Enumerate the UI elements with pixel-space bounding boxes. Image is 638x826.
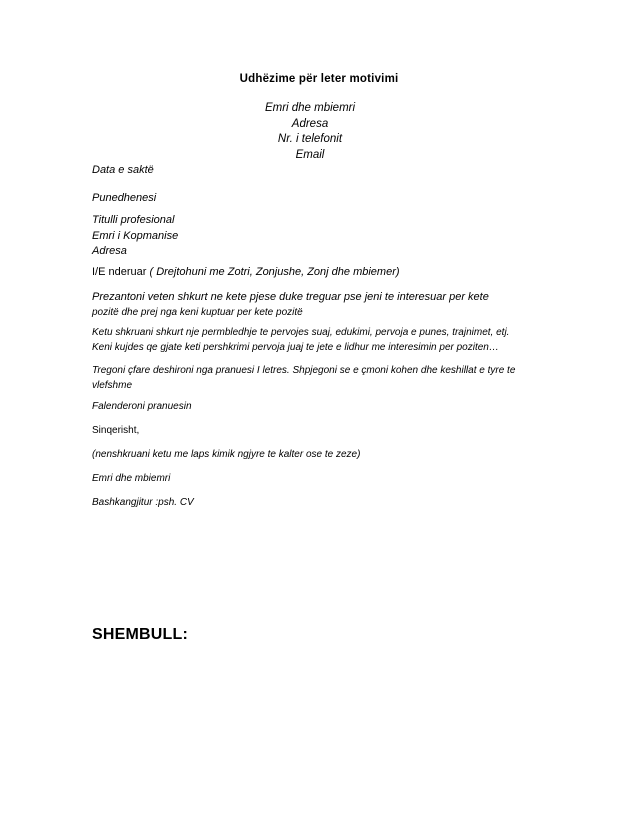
sender-name: Emri dhe mbiemri [264, 102, 356, 114]
intro-line-1: Prezantoni veten shkurt ne kete pjese duke treguar pse jeni te interesuar per kete [92, 291, 489, 303]
recipient-title: Titulli profesional [92, 214, 175, 226]
salutation-note: ( Drejtohuni me Zotri, Zonjushe, Zonj dhe mbiemer) [149, 266, 400, 278]
example-heading: SHEMBULL: [92, 626, 189, 643]
salutation-line [92, 265, 572, 281]
sender-address: Adresa [291, 117, 329, 130]
recipient-address: Adresa [92, 245, 127, 257]
thanks-line: Falenderoni pranuesin [92, 401, 192, 412]
intro-paragraph [92, 290, 572, 320]
recipient-company: Emri i Kopmanise [92, 229, 179, 242]
signature-note: (nenshkruani ketu me laps kimik ngjyre te kalter ose te zeze) [92, 449, 361, 460]
attachment-line: Bashkangjitur :psh. CV [92, 497, 194, 508]
intro-line-2: pozitë dhe prej nga keni kuptuar per kete pozitë [92, 306, 303, 318]
employer-line: Punedhenesi [92, 192, 157, 204]
summary-line-1: Ketu shkruani shkurt nje permbledhje te pervojes suaj, edukimi, pervoja e punes, trajnimet, etj. [92, 327, 510, 338]
recipient-block [92, 213, 572, 260]
summary-paragraph [92, 326, 572, 355]
signer-name: Emri dhe mbiemri [92, 473, 171, 484]
sender-phone: Nr. i telefonit [277, 133, 343, 145]
sender-block [210, 101, 410, 163]
sender-email: Email [295, 148, 325, 161]
goal-line-1: Tregoni çfare deshironi nga pranuesi I letres. Shpjegoni se e çmoni kohen dhe keshillat e tyre te [92, 365, 516, 376]
closing-line: Sinqerisht, [92, 425, 140, 436]
goal-line-2: vlefshme [92, 379, 133, 391]
date-line: Data e saktë [92, 164, 154, 176]
summary-line-2: Keni kujdes qe gjate keti pershkrimi pervoja juaj te jete e lidhur me interesimin per poziten… [92, 341, 499, 353]
document-title: Udhëzime për leter motivimi [239, 73, 399, 85]
salutation-prefix: I/E nderuar [92, 266, 147, 278]
goal-paragraph [92, 364, 572, 393]
